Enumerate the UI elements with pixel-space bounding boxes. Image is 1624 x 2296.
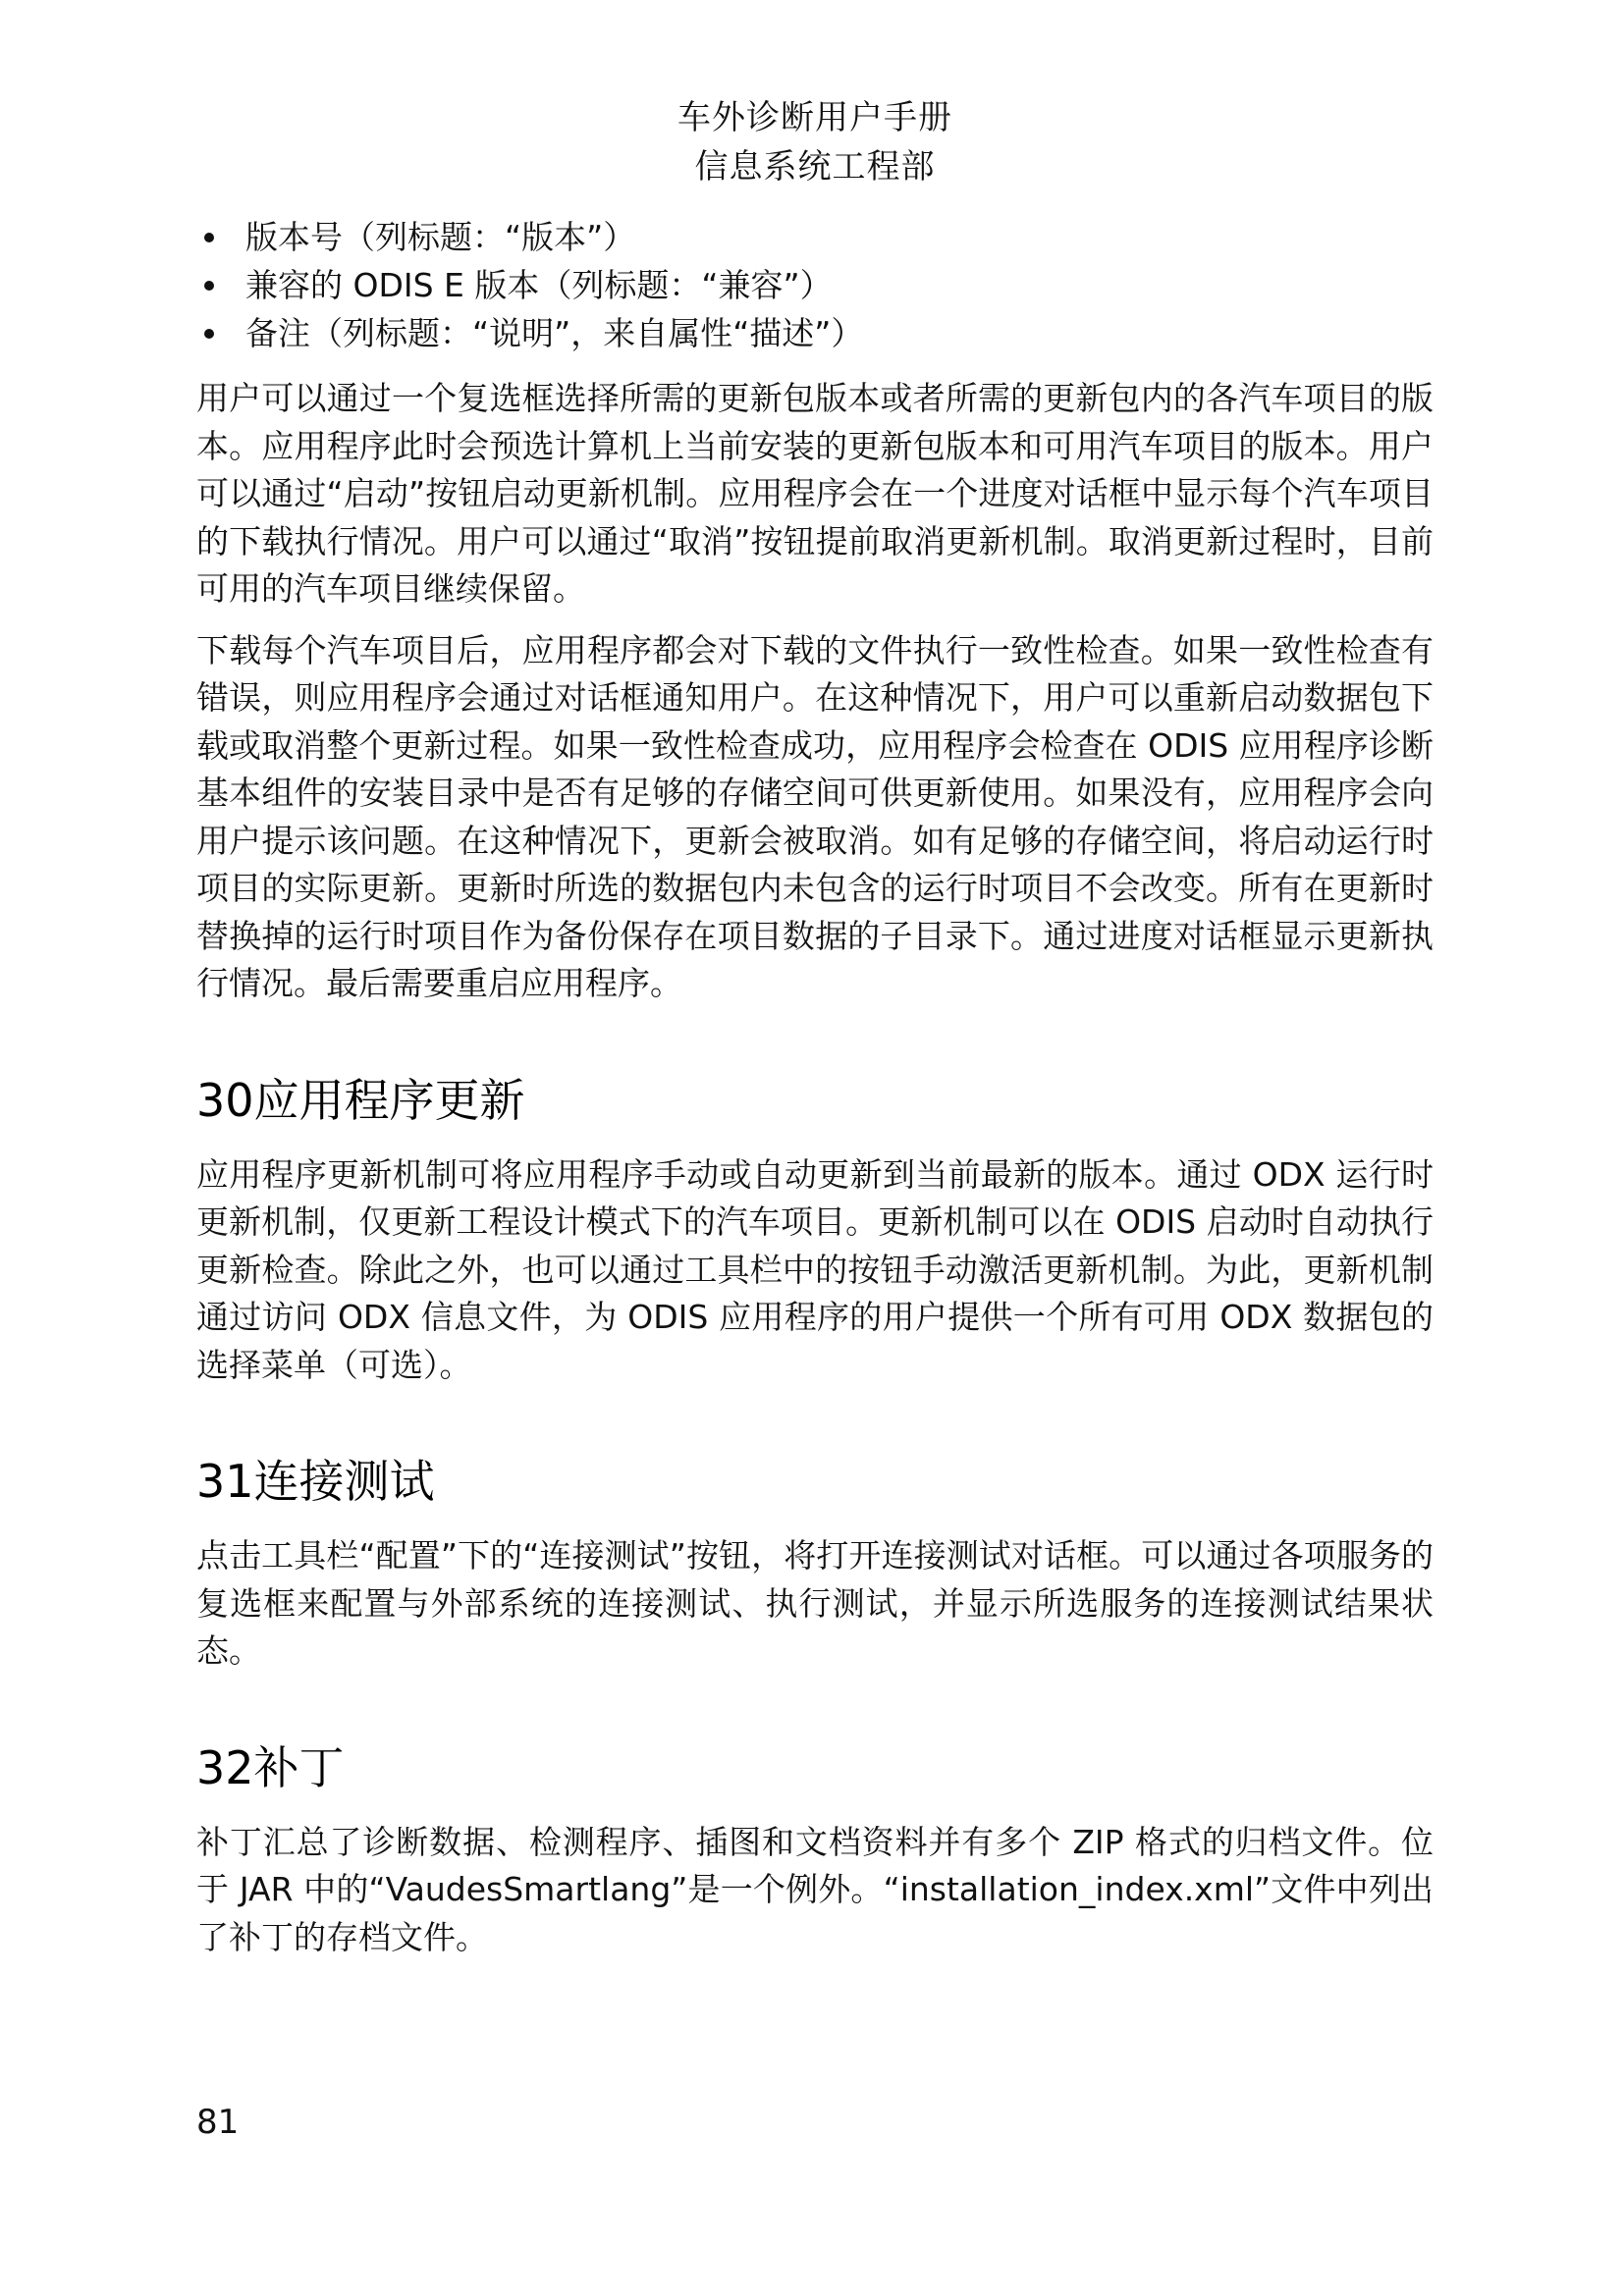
section-text-patch: 补丁汇总了诊断数据、检测程序、插图和文档资料并有多个 ZIP 格式的归档文件。位于 JAR 中的“VaudesSmartlang”是一个例外。“installation_index.xml”文件中列出了补丁的存档文件。 bbox=[196, 1822, 1434, 1956]
document-page bbox=[196, 93, 1434, 1975]
bullet-item bbox=[196, 261, 1434, 309]
page-header bbox=[196, 93, 1434, 191]
section-heading-app-update: 30应用程序更新 bbox=[196, 1073, 525, 1127]
header-title: 车外诊断用户手册 bbox=[677, 98, 952, 137]
bullet-dot-icon bbox=[204, 329, 214, 339]
page-number: 81 bbox=[196, 2103, 240, 2142]
bullet-text: 版本号（列标题：“版本”） bbox=[245, 218, 636, 256]
bullet-item bbox=[196, 213, 1434, 261]
section-text-connection-test: 点击工具栏“配置”下的“连接测试”按钮，将打开连接测试对话框。可以通过各项服务的复选框来配置与外部系统的连接测试、执行测试，并显示所选服务的连接测试结果状态。 bbox=[196, 1536, 1434, 1670]
bullet-dot-icon bbox=[204, 233, 214, 242]
bullet-dot-icon bbox=[204, 281, 214, 291]
bullet-item bbox=[196, 309, 1434, 357]
header-department: 信息系统工程部 bbox=[694, 147, 936, 187]
section-heading-connection-test: 31连接测试 bbox=[196, 1455, 435, 1508]
section-heading-patch: 32补丁 bbox=[196, 1740, 345, 1794]
paragraph-update-selection: 用户可以通过一个复选框选择所需的更新包版本或者所需的更新包内的各汽车项目的版本。应用程序此时会预选计算机上当前安装的更新包版本和可用汽车项目的版本。用户可以通过“启动”按钮启动更新机制。应用程序会在一个进度对话框中显示每个汽车项目的下载执行情况。用户可以通过“取消”按钮提前取消更新机制。取消更新过程时，目前可用的汽车项目继续保留。 bbox=[196, 379, 1434, 608]
bullet-text: 兼容的 ODIS E 版本（列标题：“兼容”） bbox=[245, 266, 833, 304]
section-text-app-update: 应用程序更新机制可将应用程序手动或自动更新到当前最新的版本。通过 ODX 运行时更新机制，仅更新工程设计模式下的汽车项目。更新机制可以在 ODIS 启动时自动执行更新检查。除此之外，也可以通过工具栏中的按钮手动激活更新机制。为此，更新机制通过访问 ODX 信息文件，为 ODIS 应用程序的用户提供一个所有可用 ODX 数据包的选择菜单（可选）。 bbox=[196, 1154, 1434, 1384]
paragraph-consistency-check: 下载每个汽车项目后，应用程序都会对下载的文件执行一致性检查。如果一致性检查有错误，则应用程序会通过对话框通知用户。在这种情况下，用户可以重新启动数据包下载或取消整个更新过程。如果一致性检查成功，应用程序会检查在 ODIS 应用程序诊断基本组件的安装目录中是否有足够的存储空间可供更新使用。如果没有，应用程序会向用户提示该问题。在这种情况下，更新会被取消。如有足够的存储空间，将启动运行时项目的实际更新。更新时所选的数据包内未包含的运行时项目不会改变。所有在更新时替换掉的运行时项目作为备份保存在项目数据的子目录下。通过进度对话框显示更新执行情况。最后需要重启应用程序。 bbox=[196, 630, 1434, 1002]
bullet-list bbox=[196, 213, 1434, 357]
bullet-text: 备注（列标题：“说明”，来自属性“描述”） bbox=[245, 314, 864, 352]
